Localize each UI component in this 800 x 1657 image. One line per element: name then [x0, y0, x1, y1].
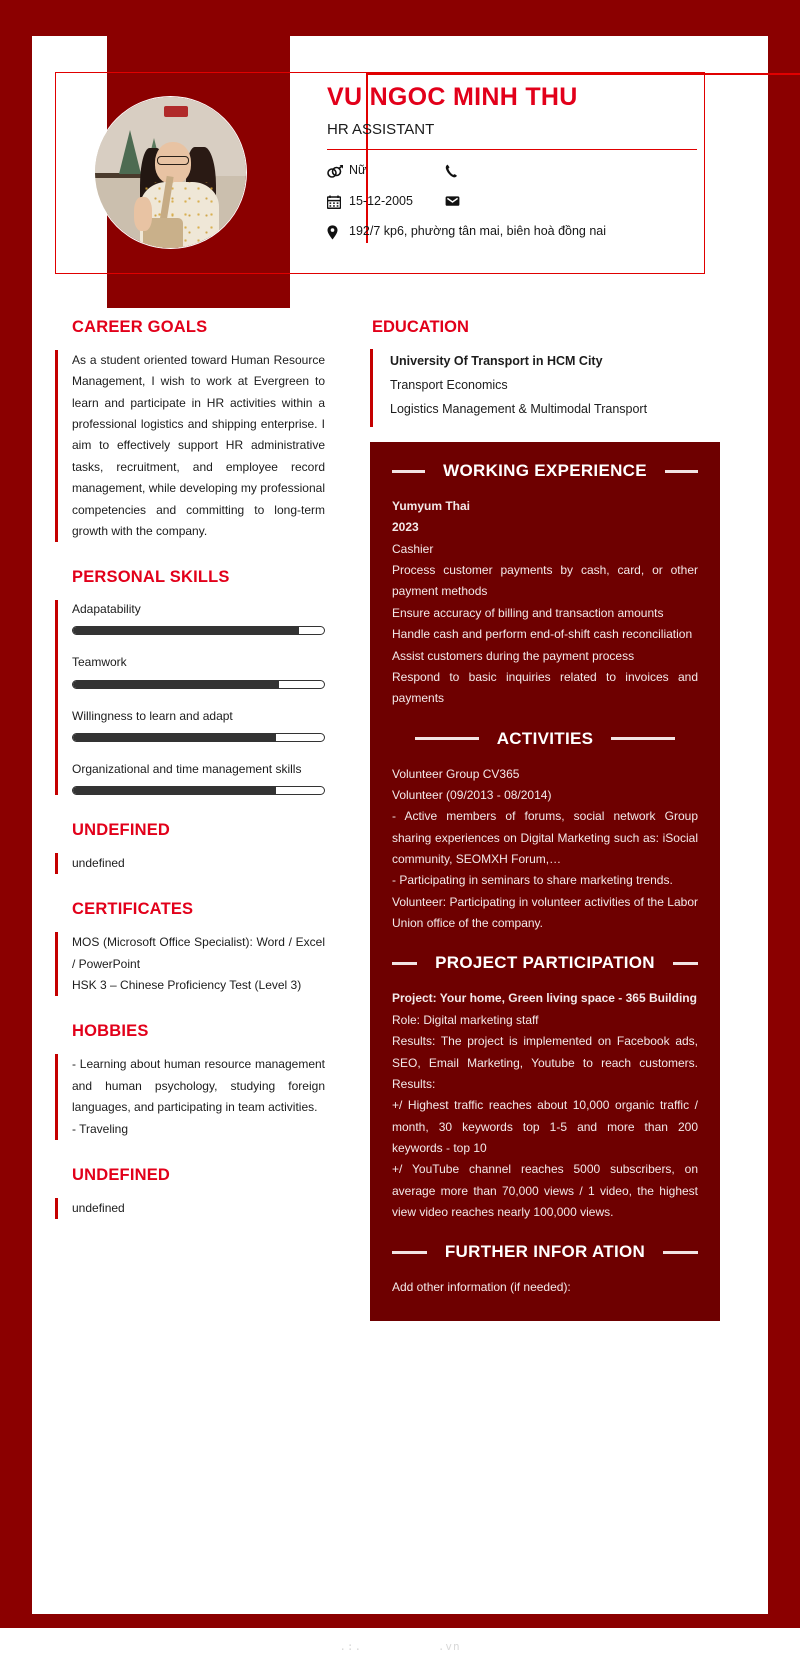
- working-experience-header: [392, 442, 698, 496]
- hobbies-title: HOBBIES: [72, 1022, 149, 1041]
- envelope-icon: [445, 194, 467, 207]
- dob-field: [327, 194, 445, 210]
- education-line: Transport Economics: [390, 378, 508, 392]
- dark-panel: [370, 442, 720, 1321]
- experience-year: 2023: [392, 520, 419, 535]
- personal-skills-section: [55, 600, 325, 795]
- project-line: +/ Highest traffic reaches about 10,000 organic traffic / month, 30 keywords top 1-5 and more than 200 keywords - top 10: [392, 1098, 698, 1155]
- phone-icon: [445, 163, 467, 178]
- experience-duty: Ensure accuracy of billing and transaction amounts: [392, 605, 664, 620]
- skill-label: Willingness to learn and adapt: [72, 708, 233, 723]
- location-pin-icon: [327, 224, 349, 240]
- personal-skills-title: PERSONAL SKILLS: [72, 568, 230, 587]
- header-top-rule: [366, 73, 800, 75]
- header-rule-right: [611, 737, 675, 740]
- skill-bar: [72, 733, 325, 742]
- certificate-line: MOS (Microsoft Office Specialist): Word / Excel / PowerPoint: [72, 935, 325, 971]
- skill-label: Teamwork: [72, 655, 127, 670]
- phone-field: [445, 163, 467, 178]
- address-field: [327, 224, 606, 240]
- project-participation-title: PROJECT PARTICIPATION: [435, 953, 655, 973]
- experience-duty: Assist customers during the payment process: [392, 648, 635, 663]
- gender-value: Nữ: [349, 162, 367, 177]
- further-information-header: [392, 1223, 698, 1277]
- activities-line: Volunteer: Participating in volunteer activities of the Labor Union office of the company.: [392, 894, 698, 931]
- gender-field: [327, 163, 445, 179]
- watermark: [0, 1640, 800, 1653]
- education-school: University Of Transport in HCM City: [390, 354, 603, 368]
- education-line: Logistics Management & Multimodal Transport: [390, 402, 648, 416]
- skill-item: [72, 600, 325, 635]
- undefined-section-1: [55, 853, 325, 874]
- left-column: [55, 318, 325, 1245]
- header-rule-right: [663, 1251, 698, 1254]
- skill-bar: [72, 626, 325, 635]
- skill-item: [72, 760, 325, 795]
- undefined-title-1: UNDEFINED: [72, 820, 171, 839]
- activities-period: Volunteer (09/2013 - 08/2014): [392, 787, 552, 802]
- activities-org: Volunteer Group CV365: [392, 766, 520, 781]
- calendar-icon: [327, 194, 349, 209]
- further-information-title: FURTHER INFOR ATION: [444, 1242, 646, 1262]
- project-participation-header: [392, 934, 698, 988]
- project-line: +/ YouTube channel reaches 5000 subscribers, on average more than 70,000 views / 1 video, the highest view video reaches nearly 100,000 views.: [392, 1162, 698, 1220]
- undefined-text-2: undefined: [72, 1200, 125, 1215]
- contact-row-2: [327, 194, 697, 210]
- watermark-right: .vn: [437, 1640, 461, 1653]
- undefined-section-2: [55, 1198, 325, 1219]
- skill-bar: [72, 680, 325, 689]
- skill-label: Organizational and time management skills: [72, 761, 302, 776]
- skill-bar-fill: [73, 627, 299, 634]
- contact-row-3: [327, 224, 697, 240]
- address-value: 192/7 kp6, phường tân mai, biên hoà đồng nai: [349, 224, 607, 239]
- dob-value: 15-12-2005: [349, 193, 413, 208]
- header-rule-right: [673, 962, 698, 965]
- experience-duty: Handle cash and perform end-of-shift cash reconciliation: [392, 627, 693, 642]
- skill-bar: [72, 786, 325, 795]
- profile-photo: [94, 96, 247, 249]
- career-goals-title: CAREER GOALS: [72, 318, 208, 336]
- contact-block: [327, 163, 697, 241]
- header-rule-left: [392, 470, 425, 473]
- header-rule-left: [392, 962, 417, 965]
- education-section: [370, 349, 720, 427]
- certificates-title: CERTIFICATES: [72, 900, 194, 919]
- skill-item: [72, 707, 325, 742]
- hobby-line: - Traveling: [72, 1121, 129, 1136]
- certificates-section: [55, 932, 325, 996]
- contact-row-1: [327, 163, 697, 179]
- further-information-text: Add other information (if needed):: [392, 1280, 571, 1295]
- activities-header: [392, 710, 698, 764]
- hobbies-section: [55, 1054, 325, 1139]
- experience-company: Yumyum Thai: [392, 499, 471, 513]
- activities-line: - Active members of forums, social network Group sharing experiences on Digital Marketing such as: iSocial community, SEOMXH Forum,…: [392, 809, 698, 867]
- watermark-left: .:.: [339, 1640, 363, 1653]
- header-rule-left: [415, 737, 479, 740]
- career-goals-text: As a student oriented toward Human Resource Management, I wish to work at Evergreen to learn and participate in HR activities within a professional logistics and shipping enterprise. I aim to effectively support HR administrative tasks, recruitment, and employee record management, while developing my professional competencies and committing to long-term growth with the company.: [72, 353, 325, 538]
- hobby-line: - Learning about human resource management and human psychology, studying foreign languages, and participating in team activities.: [72, 1057, 325, 1115]
- header-text-block: [327, 84, 697, 255]
- career-goals-section: [55, 350, 325, 542]
- skill-bar-fill: [73, 787, 276, 794]
- education-title: EDUCATION: [372, 318, 469, 336]
- header-rule-left: [392, 1251, 427, 1254]
- experience-duty: Process customer payments by cash, card, or other payment methods: [392, 563, 698, 599]
- undefined-title-2: UNDEFINED: [72, 1165, 171, 1184]
- undefined-text-1: undefined: [72, 855, 125, 870]
- working-experience-title: WORKING EXPERIENCE: [443, 461, 647, 480]
- gender-icon: [327, 163, 349, 179]
- skill-label: Adapatability: [72, 602, 141, 617]
- experience-position: Cashier: [392, 541, 434, 556]
- header-rule-right: [665, 470, 698, 473]
- skill-item: [72, 653, 325, 688]
- certificate-line: HSK 3 – Chinese Proficiency Test (Level 3): [72, 978, 302, 993]
- right-column: [370, 318, 720, 1321]
- activities-title: ACTIVITIES: [496, 728, 594, 748]
- email-field: [445, 194, 467, 207]
- experience-duty: Respond to basic inquiries related to invoices and payments: [392, 669, 698, 706]
- project-name: Project: Your home, Green living space - 365 Building: [392, 991, 697, 1006]
- candidate-name: VU NGOC MINH THU: [327, 83, 578, 111]
- project-line: Results: The project is implemented on Facebook ads, SEO, Email Marketing, Youtube to reach customers. Results:: [392, 1034, 698, 1091]
- skill-bar-fill: [73, 681, 279, 688]
- job-title: HR ASSISTANT: [327, 121, 697, 150]
- skill-bar-fill: [73, 734, 276, 741]
- project-role: Role: Digital marketing staff: [392, 1012, 539, 1027]
- activities-line: - Participating in seminars to share marketing trends.: [392, 873, 673, 888]
